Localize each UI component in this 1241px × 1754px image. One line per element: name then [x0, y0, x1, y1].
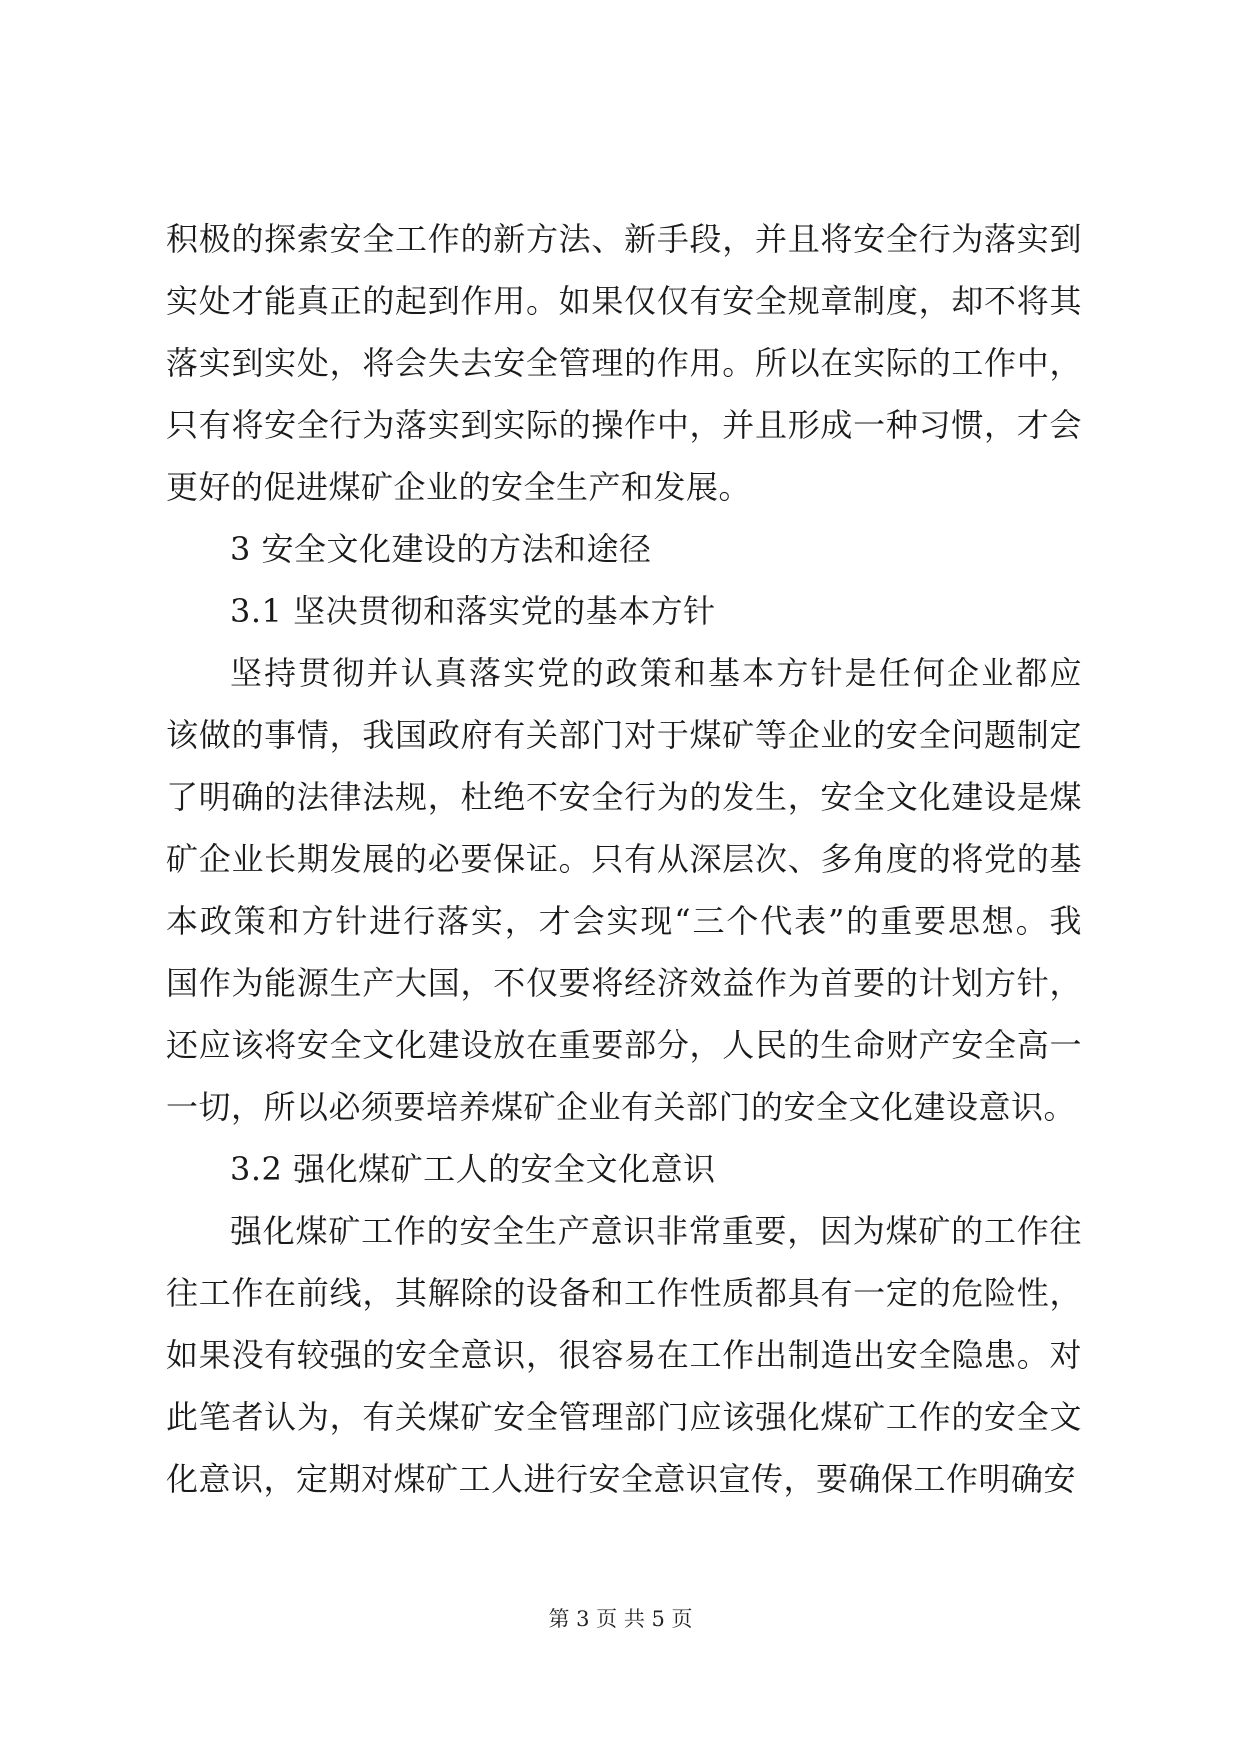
text-line: 积极的探索安全工作的新方法、新手段，并且将安全行为落实到	[166, 220, 1082, 258]
text-line: 了明确的法律法规，杜绝不安全行为的发生，安全文化建设是煤	[166, 778, 1082, 816]
paragraph	[166, 1200, 1082, 1510]
text-line: 本政策和方针进行落实，才会实现“三个代表”的重要思想。我	[166, 902, 1082, 940]
text-line: 坚持贯彻并认真落实党的政策和基本方针是任何企业都应	[230, 654, 1082, 692]
text-line: 矿企业长期发展的必要保证。只有从深层次、多角度的将党的基	[166, 840, 1082, 878]
text-line: 此笔者认为，有关煤矿安全管理部门应该强化煤矿工作的安全文	[166, 1398, 1082, 1436]
text-line: 化意识，定期对煤矿工人进行安全意识宣传，要确保工作明确安	[166, 1460, 1077, 1498]
text-line: 只有将安全行为落实到实际的操作中，并且形成一种习惯，才会	[166, 406, 1082, 444]
text-line: 实处才能真正的起到作用。如果仅仅有安全规章制度，却不将其	[166, 282, 1082, 320]
text-line: 一切，所以必须要培养煤矿企业有关部门的安全文化建设意识。	[166, 1088, 1077, 1126]
section-heading	[166, 518, 1082, 580]
text-line: 该做的事情，我国政府有关部门对于煤矿等企业的安全问题制定	[166, 716, 1082, 754]
text-line: 落实到实处，将会失去安全管理的作用。所以在实际的工作中，	[166, 344, 1082, 382]
section-heading	[166, 580, 1082, 642]
heading-line: 3.2 强化煤矿工人的安全文化意识	[230, 1150, 716, 1188]
paragraph	[166, 208, 1082, 518]
paragraph	[166, 642, 1082, 1138]
text-line: 更好的促进煤矿企业的安全生产和发展。	[166, 468, 752, 506]
heading-line: 3.1 坚决贯彻和落实党的基本方针	[230, 592, 716, 630]
text-line: 国作为能源生产大国，不仅要将经济效益作为首要的计划方针，	[166, 964, 1082, 1002]
section-heading	[166, 1138, 1082, 1200]
text-line: 如果没有较强的安全意识，很容易在工作出制造出安全隐患。对	[166, 1336, 1082, 1374]
text-line: 还应该将安全文化建设放在重要部分，人民的生命财产安全高一	[166, 1026, 1082, 1064]
document-body	[166, 208, 1082, 1510]
page-footer: 第 3 页 共 5 页	[548, 1607, 693, 1631]
heading-line: 3 安全文化建设的方法和途径	[230, 530, 652, 568]
text-line: 强化煤矿工作的安全生产意识非常重要，因为煤矿的工作往	[230, 1212, 1082, 1250]
text-line: 往工作在前线，其解除的设备和工作性质都具有一定的危险性，	[166, 1274, 1082, 1312]
